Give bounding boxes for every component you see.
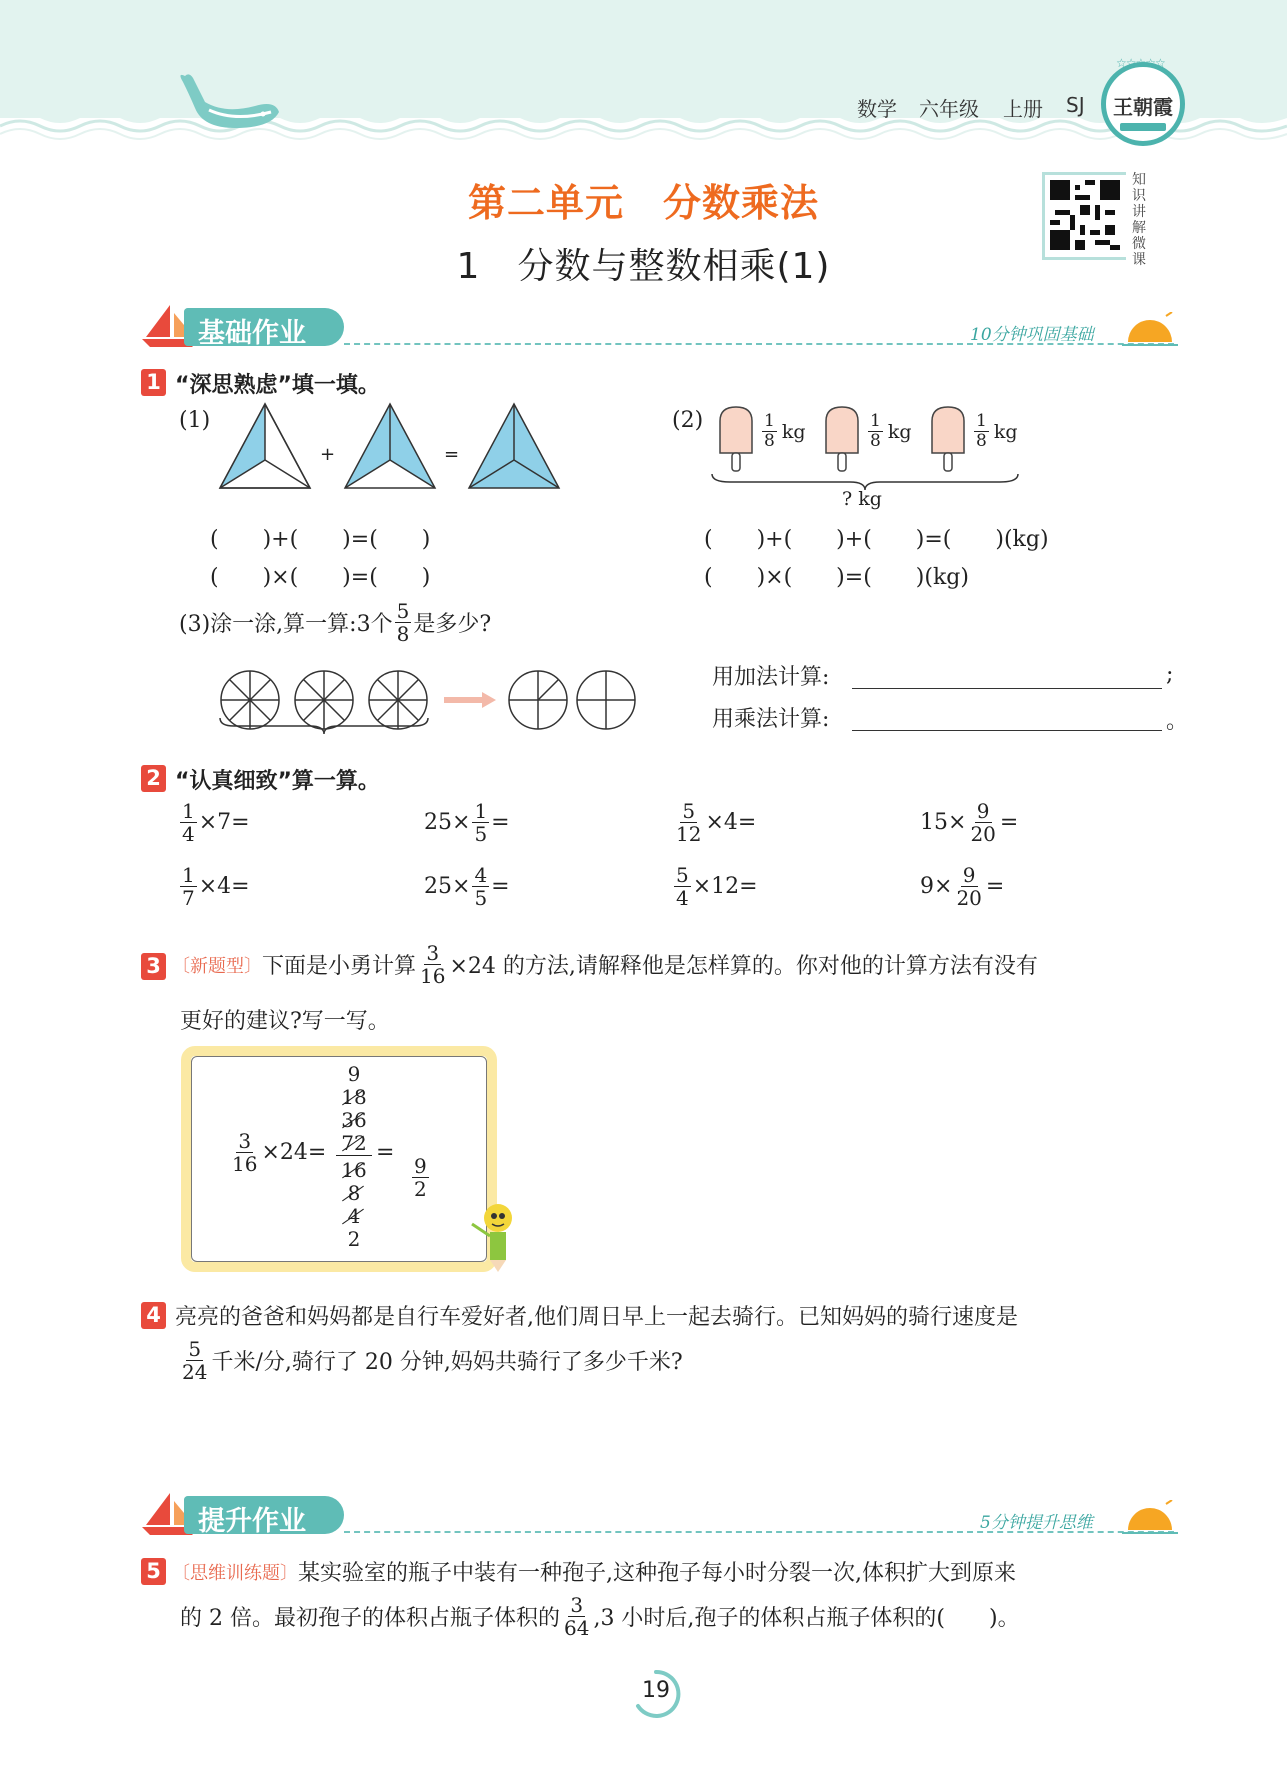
add-calc-label: 用加法计算:	[712, 665, 830, 690]
mul-calc-label: 用乘法计算:	[712, 707, 830, 732]
q1-part1-label: (1)	[179, 408, 211, 433]
star-icon: ☆☆☆☆☆	[1116, 56, 1165, 70]
lesson-title: 1 分数与整数相乘(1)	[456, 246, 831, 287]
work-numerator-step: 18	[341, 1085, 367, 1109]
advanced-banner-note: 5分钟提升思维	[980, 1513, 1093, 1533]
sun-icon	[1122, 312, 1178, 348]
arrow-right-icon	[444, 690, 496, 710]
q1-part2-add-row[interactable]: ( )+( )+( )=( )(kg)	[704, 527, 1049, 552]
basic-banner-note: 10分钟巩固基础	[970, 325, 1094, 345]
question-number-1: 1	[141, 369, 166, 396]
equals-sign: =	[444, 444, 460, 465]
fraction-circle[interactable]	[574, 668, 638, 732]
fraction-circle[interactable]	[506, 668, 570, 732]
popsicle-icon	[716, 405, 756, 477]
q3-question-line2: 更好的建议?写一写。	[180, 1009, 390, 1034]
page-number: 19	[642, 1678, 670, 1703]
q5-question-line1: 〔思维训练题〕 某实验室的瓶子中装有一种孢子,这种孢子每小时分裂一次,体积扩大到原来	[172, 1556, 1016, 1587]
q1-part2-total: ? kg	[842, 488, 882, 510]
popsicle-weight-label: $\frac{1}{8}$ kg	[764, 411, 806, 451]
q5-tag: 〔思维训练题〕	[172, 1562, 298, 1584]
triangle-two-third	[343, 402, 437, 490]
work-left: $\frac{3}{16}$ ×24=	[232, 1129, 327, 1176]
qr-code-icon[interactable]	[1050, 180, 1120, 250]
header-term: 上册	[1003, 97, 1043, 121]
pencil-mascot-icon	[468, 1200, 516, 1272]
triangle-one-third	[218, 402, 312, 490]
q1-part1-add-row[interactable]: ( )+( )=( )	[210, 527, 431, 552]
q2-expression[interactable]: $\frac{1}{7}$ ×4=	[182, 863, 250, 910]
q3-question: 〔新题型〕 下面是小勇计算 $\frac{3}{16}$ ×24 的方法,请解释他是怎样算的。你对他的计算方法有没有	[172, 941, 1038, 988]
question-number-5: 5	[141, 1558, 166, 1585]
popsicle-weight-label: $\frac{1}{8}$ kg	[976, 411, 1018, 451]
work-equals: =	[376, 1140, 395, 1165]
q1-part3-question: (3)涂一涂,算一算:3个 $\frac{5}{8}$ 是多少?	[179, 599, 492, 646]
q1-title: “深思熟虑”填一填。	[175, 373, 380, 398]
q1-part2-mul-row[interactable]: ( )×( )=( )(kg)	[704, 565, 969, 590]
popsicle-icon	[928, 405, 968, 477]
q3-tag: 〔新题型〕	[172, 955, 262, 977]
mul-calc-answer-line[interactable]	[852, 730, 1162, 731]
header-grade: 六年级	[919, 97, 979, 121]
q1-part2-label: (2)	[672, 408, 704, 433]
add-calc-answer-line[interactable]	[852, 688, 1162, 689]
q2-expression[interactable]: $\frac{5}{4}$ ×12=	[676, 863, 758, 910]
q2-expression[interactable]: 25× $\frac{4}{5}$ =	[424, 863, 510, 910]
q5-question-line2: 的 2 倍。最初孢子的体积占瓶子体积的 $\frac{3}{64}$ ,3 小时后,孢子的体积占瓶子体积的( )。	[180, 1593, 1020, 1640]
popsicle-icon	[822, 405, 862, 477]
mul-calc-end: 。	[1166, 709, 1189, 734]
work-numerator-step: 9	[347, 1062, 361, 1086]
q1-part1-mul-row[interactable]: ( )×( )=( )	[210, 565, 431, 590]
work-numerator-step: 72	[336, 1131, 372, 1156]
work-denominator-step: 2	[347, 1227, 361, 1251]
work-denominator-step: 16	[341, 1158, 367, 1182]
qr-label: 知识讲解微课	[1132, 172, 1146, 268]
q4-question-line2: $\frac{5}{24}$ 千米/分,骑行了 20 分钟,妈妈共骑行了多少千米?	[182, 1337, 683, 1384]
whale-icon	[175, 72, 285, 132]
question-number-3: 3	[141, 953, 166, 980]
unit-title: 第二单元 分数乘法	[467, 181, 819, 225]
plus-sign: +	[320, 444, 336, 465]
brace	[218, 716, 430, 736]
brand-logo: 王朝霞	[1101, 62, 1185, 146]
work-numerator-step: 36	[341, 1108, 367, 1132]
work-denominator-step: 4	[347, 1204, 361, 1228]
advanced-banner-label: 提升作业	[198, 1506, 306, 1537]
add-calc-end: ;	[1166, 662, 1174, 687]
q2-title: “认真细致”算一算。	[175, 769, 380, 794]
question-number-2: 2	[141, 765, 166, 792]
sun-icon	[1122, 1500, 1178, 1536]
q2-expression[interactable]: 9× $\frac{9}{20}$ =	[920, 863, 1005, 910]
header-edition: SJ	[1066, 93, 1085, 117]
question-number-4: 4	[141, 1302, 166, 1329]
work-result: $\frac{9}{2}$	[414, 1154, 427, 1201]
header-subject: 数学	[857, 97, 897, 121]
popsicle-weight-label: $\frac{1}{8}$ kg	[870, 411, 912, 451]
triangle-result	[467, 402, 561, 490]
q2-expression[interactable]: $\frac{1}{4}$ ×7=	[182, 799, 250, 846]
basic-banner-label: 基础作业	[198, 318, 306, 349]
work-denominator-step: 8	[347, 1181, 361, 1205]
q4-question-line1: 亮亮的爸爸和妈妈都是自行车爱好者,他们周日早上一起去骑行。已知妈妈的骑行速度是	[175, 1305, 1018, 1330]
q2-expression[interactable]: 15× $\frac{9}{20}$ =	[920, 799, 1019, 846]
q2-expression[interactable]: $\frac{5}{12}$ ×4=	[676, 799, 757, 846]
q2-expression[interactable]: 25× $\frac{1}{5}$ =	[424, 799, 510, 846]
